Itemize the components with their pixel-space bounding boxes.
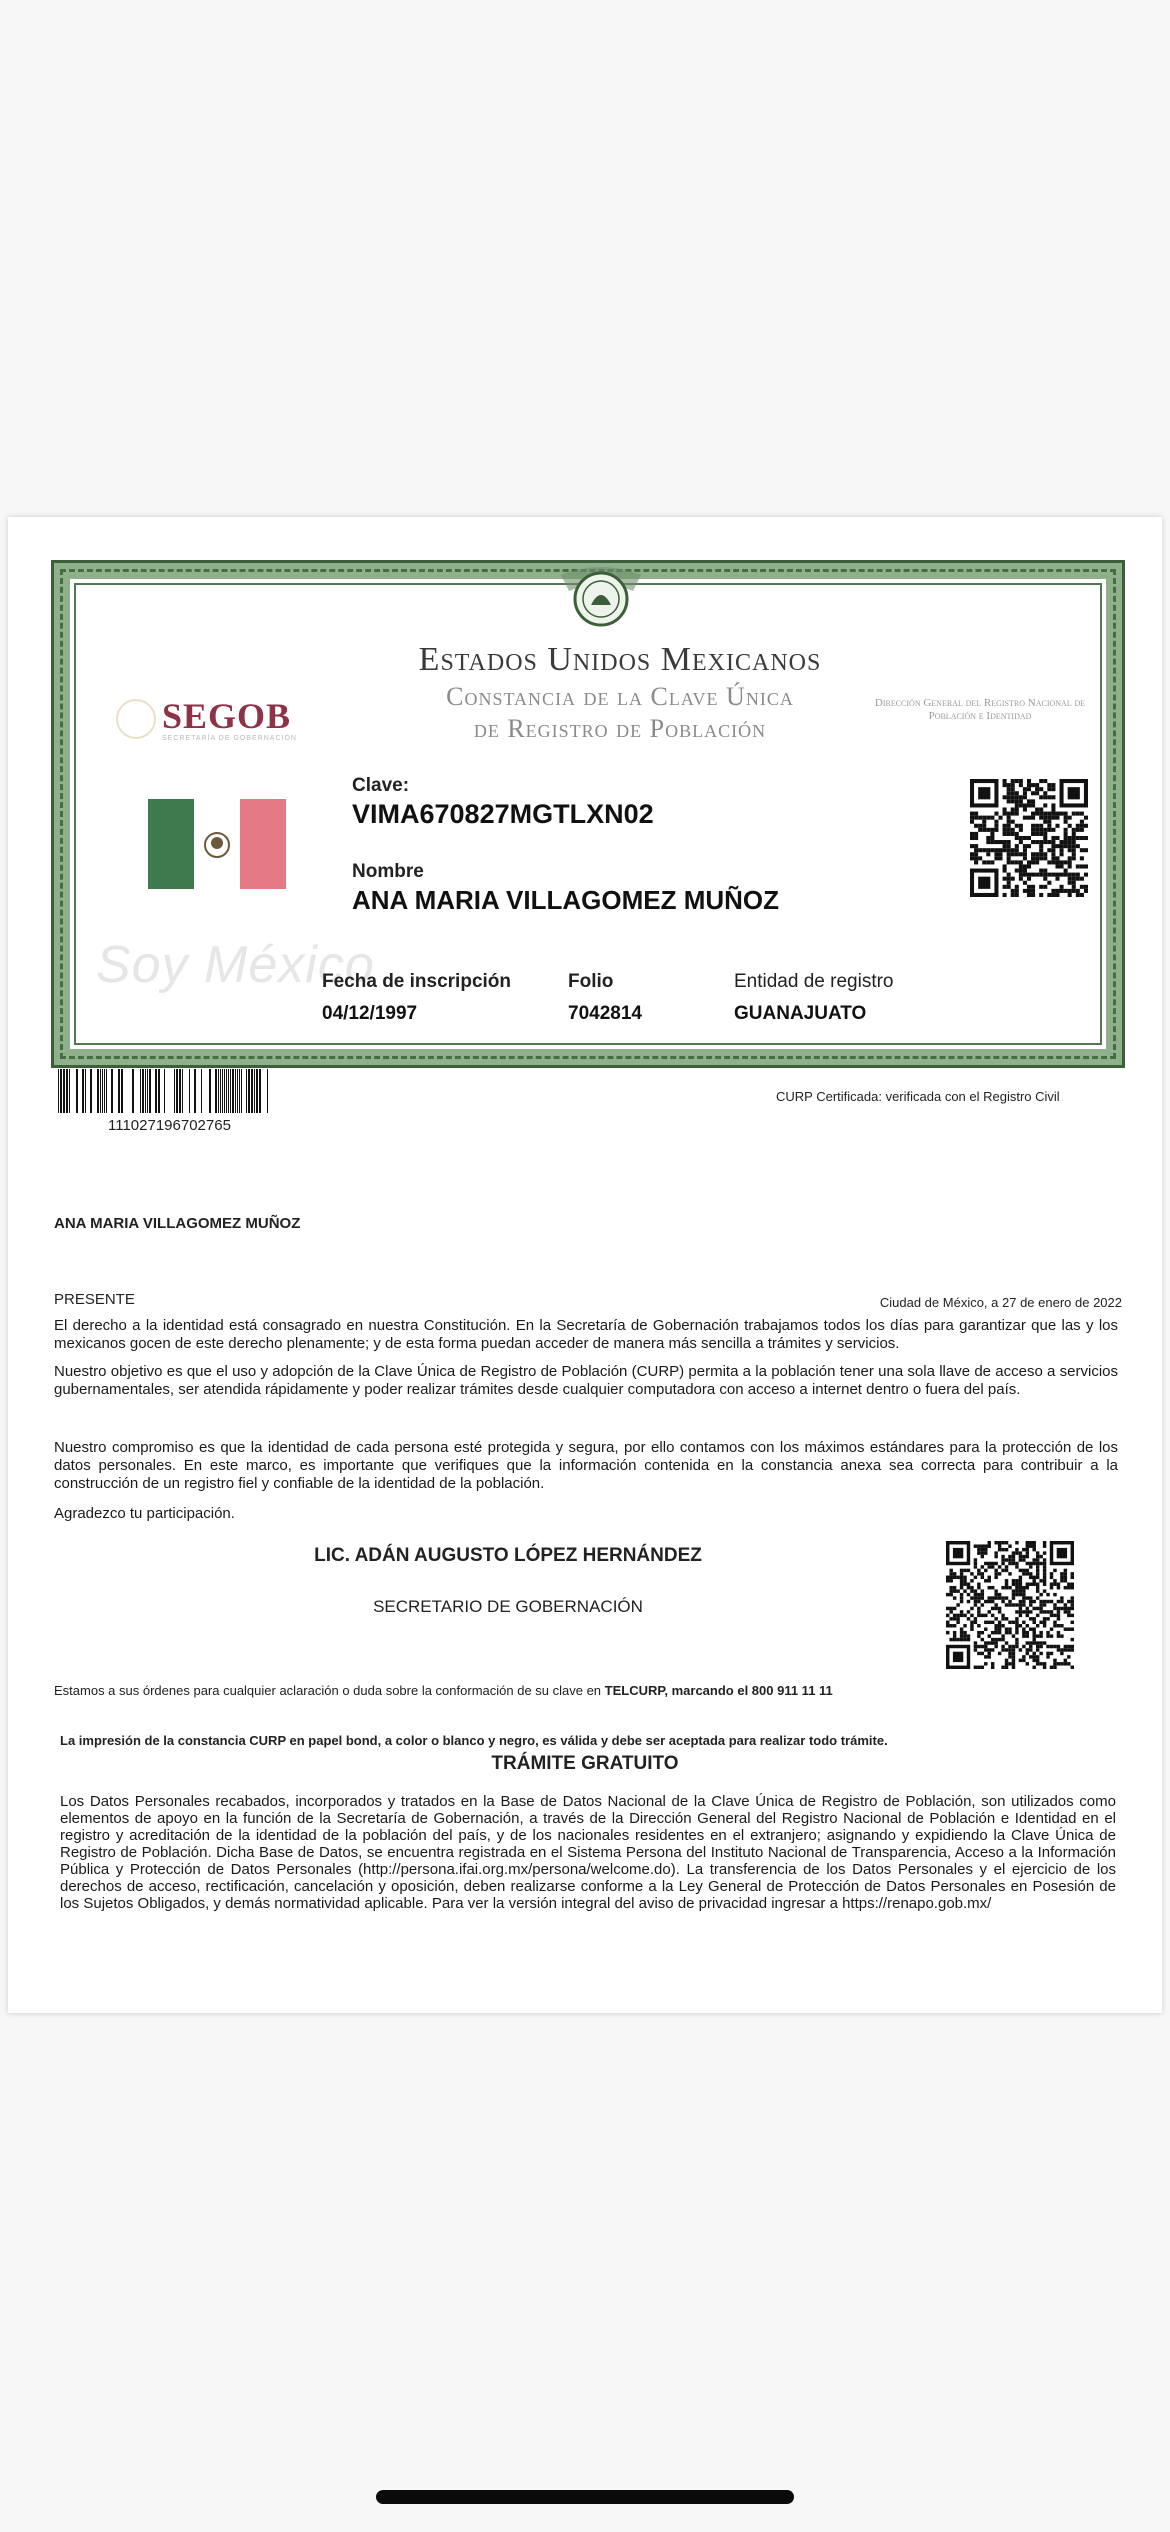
qr-code-icon: [970, 779, 1088, 897]
signer-name: LIC. ADÁN AUGUSTO LÓPEZ HERNÁNDEZ: [314, 1545, 702, 1566]
contact-note: [54, 1683, 833, 1698]
clave-value: VIMA670827MGTLXN02: [352, 799, 654, 829]
curp-certificate: [54, 563, 1122, 1065]
paragraph-4: Agradezco tu participación.: [54, 1505, 235, 1522]
mexican-flag-icon: [148, 799, 286, 889]
dgr-heading: Dirección General del Registro Nacional de Población e Identidad: [874, 697, 1086, 722]
qr-code-signature-icon: [946, 1541, 1074, 1669]
fecha-value: 04/12/1997: [322, 1003, 418, 1024]
folio-label: Folio: [568, 971, 614, 992]
free-procedure-heading: TRÁMITE GRATUITO: [491, 1753, 679, 1774]
fecha-label: Fecha de inscripción: [322, 971, 511, 992]
presente-label: PRESENTE: [54, 1291, 135, 1308]
flag-emblem-icon: [194, 799, 240, 889]
soy-mexico-watermark: Soy México: [96, 936, 375, 994]
subtitle-line-2: de Registro de Población: [473, 714, 767, 743]
entidad-label: Entidad de registro: [734, 971, 894, 992]
barcode-number: 111027196702765: [108, 1117, 231, 1134]
subtitle-line-1: Constancia de la Clave Única: [446, 682, 794, 711]
printing-validity-note: La impresión de la constancia CURP en papel bond, a color o blanco y negro, es válida y debe ser aceptada para realizar todo trámite.: [60, 1733, 888, 1748]
certificate-title: Estados Unidos Mexicanos: [418, 641, 822, 678]
curp-certified-note: CURP Certificada: verificada con el Registro Civil: [776, 1089, 1060, 1104]
contact-text: Estamos a sus órdenes para cualquier aclaración o duda sobre la conformación de su clave en: [54, 1683, 605, 1698]
paragraph-1: El derecho a la identidad está consagrado en nuestra Constitución. En la Secretaría de Gobernación trabajamos todos los días para garantizar que las y los mexicanos gocen de este derecho plenamente; y de esta forma puedan acceder de manera más sencilla a trámites y servicios.: [54, 1317, 1118, 1352]
recipient-name: ANA MARIA VILLAGOMEZ MUÑOZ: [54, 1215, 301, 1232]
segob-logo: SEGOB: [162, 696, 292, 736]
home-indicator[interactable]: [376, 2490, 794, 2504]
signer-title: SECRETARIO DE GOBERNACIÓN: [373, 1597, 643, 1616]
paragraph-2: Nuestro objetivo es que el uso y adopción de la Clave Única de Registro de Población (CURP) permita a la población tener una sola llave de acceso a servicios gubernamentales, ser atendida rápidamente y poder realizar trámites desde cualquier computadora con acceso a internet dentro o fuera del país.: [54, 1363, 1118, 1398]
letter-date: Ciudad de México, a 27 de enero de 2022: [879, 1295, 1122, 1310]
certificate-subtitle: [360, 681, 880, 745]
document-page: [8, 517, 1162, 2013]
segob-emblem-icon: [116, 699, 156, 739]
entidad-value: GUANAJUATO: [734, 1003, 867, 1024]
nombre-label: Nombre: [352, 861, 424, 882]
barcode-icon: [58, 1069, 282, 1113]
paragraph-3: Nuestro compromiso es que la identidad de cada persona esté protegida y segura, por ello contamos con los máximos estándares para la protección de los datos personales. En este marco, es importante que verifiques que la información contenida en la constancia anexa sea correcta para contribuir a la construcción de un registro fiel y confiable de la identidad de la población.: [54, 1439, 1118, 1492]
national-seal-icon: [553, 565, 649, 629]
segob-subtitle: SECRETARÍA DE GOBERNACIÓN: [162, 735, 297, 742]
clave-label: Clave:: [352, 775, 410, 796]
privacy-notice: Los Datos Personales recabados, incorporados y tratados en la Base de Datos Nacional de la Clave Única de Registro de Población, son utilizados como elementos de apoyo en la función de la Secretaría de Gobernación, a través de la Dirección General del Registro Nacional de Población e Identidad en el registro y acreditación de la identidad de la población del país, y de los nacionales residentes en el extranjero; asignando y expidiendo la Clave Única de Registro de Población. Dicha Base de Datos, se encuentra registrada en el Sistema Persona del Instituto Nacional de Transparencia, Acceso a la Información Pública y Protección de Datos Personales (http://persona.ifai.org.mx/persona/welcome.do). La transferencia de los Datos Personales y el ejercicio de los derechos de acceso, rectificación, cancelación y oposición, deben realizarse conforme a la Ley General de Protección de Datos Personales en Posesión de los Sujetos Obligados, y demás normatividad aplicable. Para ver la versión integral del aviso de privacidad ingresar a https://renapo.gob.mx/: [60, 1793, 1116, 1912]
nombre-value: ANA MARIA VILLAGOMEZ MUÑOZ: [352, 885, 780, 915]
contact-phone: TELCURP, marcando el 800 911 11 11: [604, 1683, 833, 1698]
folio-value: 7042814: [568, 1003, 642, 1024]
